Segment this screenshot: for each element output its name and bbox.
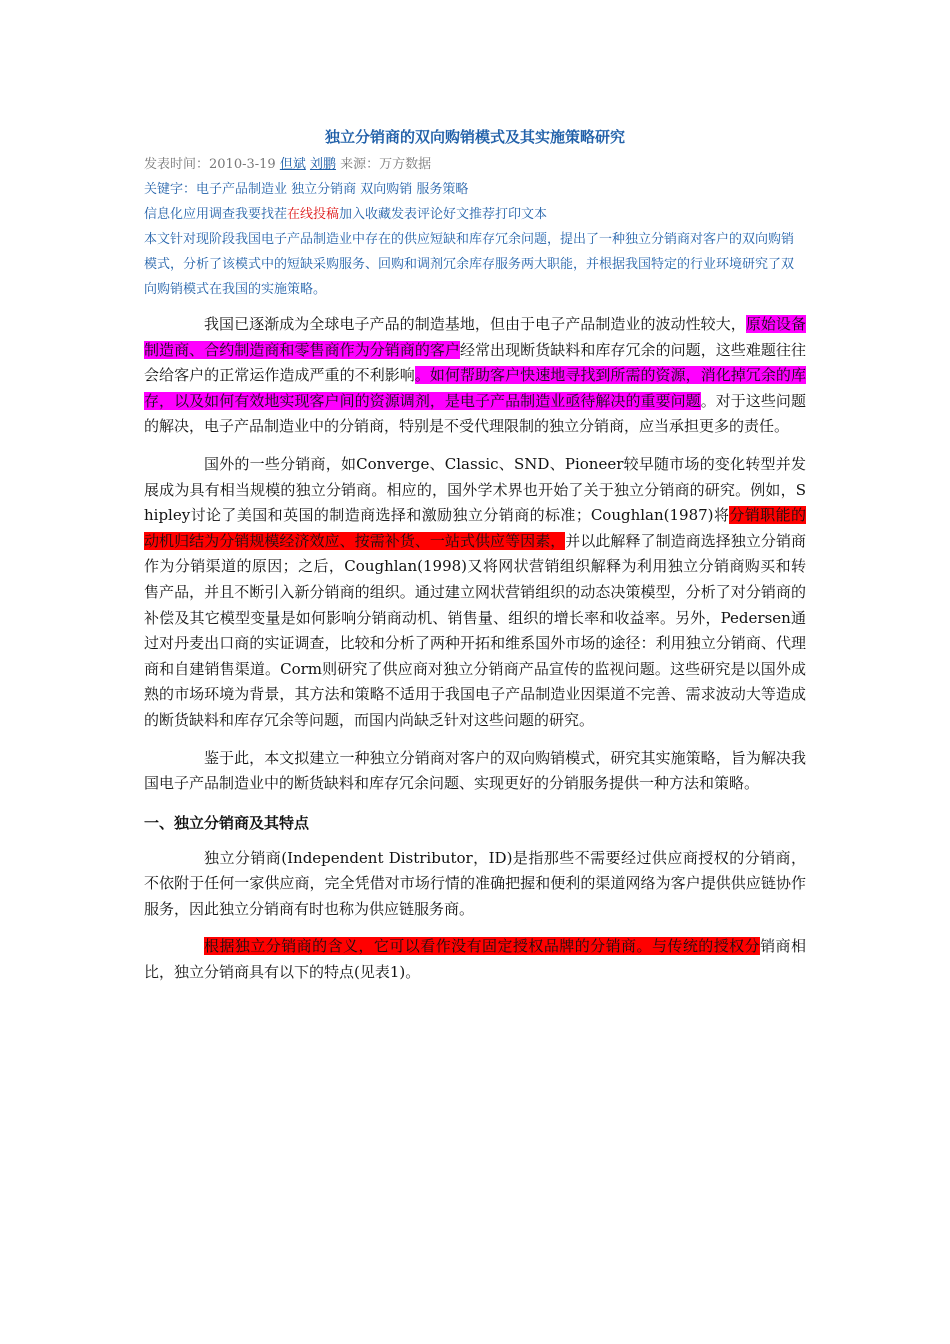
paragraph-4: 独立分销商(Independent Distributor，ID)是指那些不需要经过供应商授权的分销商，不依附于任何一家供应商，完全凭借对市场行情的准确把握和便利的渠道网络为客户提供供应链协作服务，因此独立分销商有时也称为供应链服务商。 <box>144 848 806 918</box>
p1-highlight-1: 原始设备制造商、合约制造商和零售商作为分销商的客户 <box>144 315 806 359</box>
action-link-group[interactable]: 信息化应用调查我要找茬 <box>144 207 288 222</box>
paragraph-2 <box>144 452 806 734</box>
paragraph-3: 鉴于此，本文拟建立一种独立分销商对客户的双向购销模式，研究其实施策略，旨为解决我国电子产品制造业中的断货缺料和库存冗余问题、实现更好的分销服务提供一种方法和策略。 <box>144 748 806 793</box>
article-title: 独立分销商的双向购销模式及其实施策略研究 <box>324 128 625 146</box>
author-link-2[interactable]: 刘鹏 <box>309 157 336 172</box>
p1-text-a: 我国已逐渐成为全球电子产品的制造基地，但由于电子产品制造业的波动性较大， <box>204 315 746 333</box>
p2-text-a: 国外的一些分销商，如Converge、Classic、SND、Pioneer较早随市场的变化转型并发展成为具有相当规模的独立分销商。相应的，国外学术界也开始了关于独立分销商的研究。例如，Shipley讨论了美国和英国的制造商选择和激励独立分销商的标准；Coughlan(1987)将 <box>144 454 806 525</box>
author-link-1[interactable]: 但斌 <box>279 157 306 172</box>
paragraph-1 <box>144 312 806 440</box>
article <box>144 126 806 998</box>
p1-highlight-2: 。如何帮助客户快速地寻找到所需的资源，消化掉冗余的库存，以及如何有效地实现客户间的资源调剂，是电子产品制造业亟待解决的重要问题 <box>144 366 806 410</box>
p2-text-b: 并以此解释了制造商选择独立分销商作为分销渠道的原因；之后，Coughlan(1998)又将网状营销组织解释为利用独立分销商购买和转售产品，并且不断引入新分销商的组织。通过建立网状营销组织的动态决策模型，分析了对分销商的补偿及其它模型变量是如何影响分销商动机、销售量、组织的增长率和收益率。另外，Pedersen通过对丹麦出口商的实证调查，比较和分析了两种开拓和维系国外市场的途径：利用独立分销商、代理商和自建销售渠道。Corm则研究了供应商对独立分销商产品宣传的监视问题。这些研究是以国外成熟的市场环境为背景，其方法和策略不适用于我国电子产品制造业因渠道不完善、需求波动大等造成的断货缺料和库存冗余等问题，而国内尚缺乏针对这些问题的研究。 <box>144 531 806 729</box>
p5-text-b: 销商相比，独立分销商具有以下的特点(见表1)。 <box>144 937 806 982</box>
p5-highlight: 根据独立分销商的含义，它可以看作没有固定授权品牌的分销商。与传统的授权分 <box>204 937 761 956</box>
p2-highlight: 分销职能的动机归结为分销规模经济效应、按需补货、一站式供应等因素， <box>144 506 806 550</box>
section-heading-1: 一、独立分销商及其特点 <box>144 813 310 832</box>
p1-text-c: 。对于这些问题的解决，电子产品制造业中的分销商，特别是不受代理限制的独立分销商，应当承担更多的责任。 <box>144 391 806 436</box>
p1-text-b: 经常出现断货缺料和库存冗余的问题，这些难题往往会给客户的正常运作造成严重的不利影响 <box>144 340 806 385</box>
action-link-group-2[interactable]: 加入收藏发表评论好文推荐打印文本 <box>339 207 548 222</box>
online-submit-link[interactable]: 在线投稿 <box>287 207 340 222</box>
publish-date: 发表时间：2010-3-19 <box>144 157 276 172</box>
keywords-line: 关键字：电子产品制造业 独立分销商 双向购销 服务策略 <box>144 182 469 197</box>
action-links <box>144 202 806 227</box>
source-label: 来源：万方数据 <box>340 157 432 172</box>
paragraph-5 <box>144 934 806 985</box>
publish-meta <box>144 152 806 177</box>
abstract: 本文针对现阶段我国电子产品制造业中存在的供应短缺和库存冗余问题，提出了一种独立分销商对客户的双向购销模式，分析了该模式中的短缺采购服务、回购和调剂冗余库存服务两大职能，并根据我国特定的行业环境研究了双向购销模式在我国的实施策略。 <box>144 232 795 297</box>
